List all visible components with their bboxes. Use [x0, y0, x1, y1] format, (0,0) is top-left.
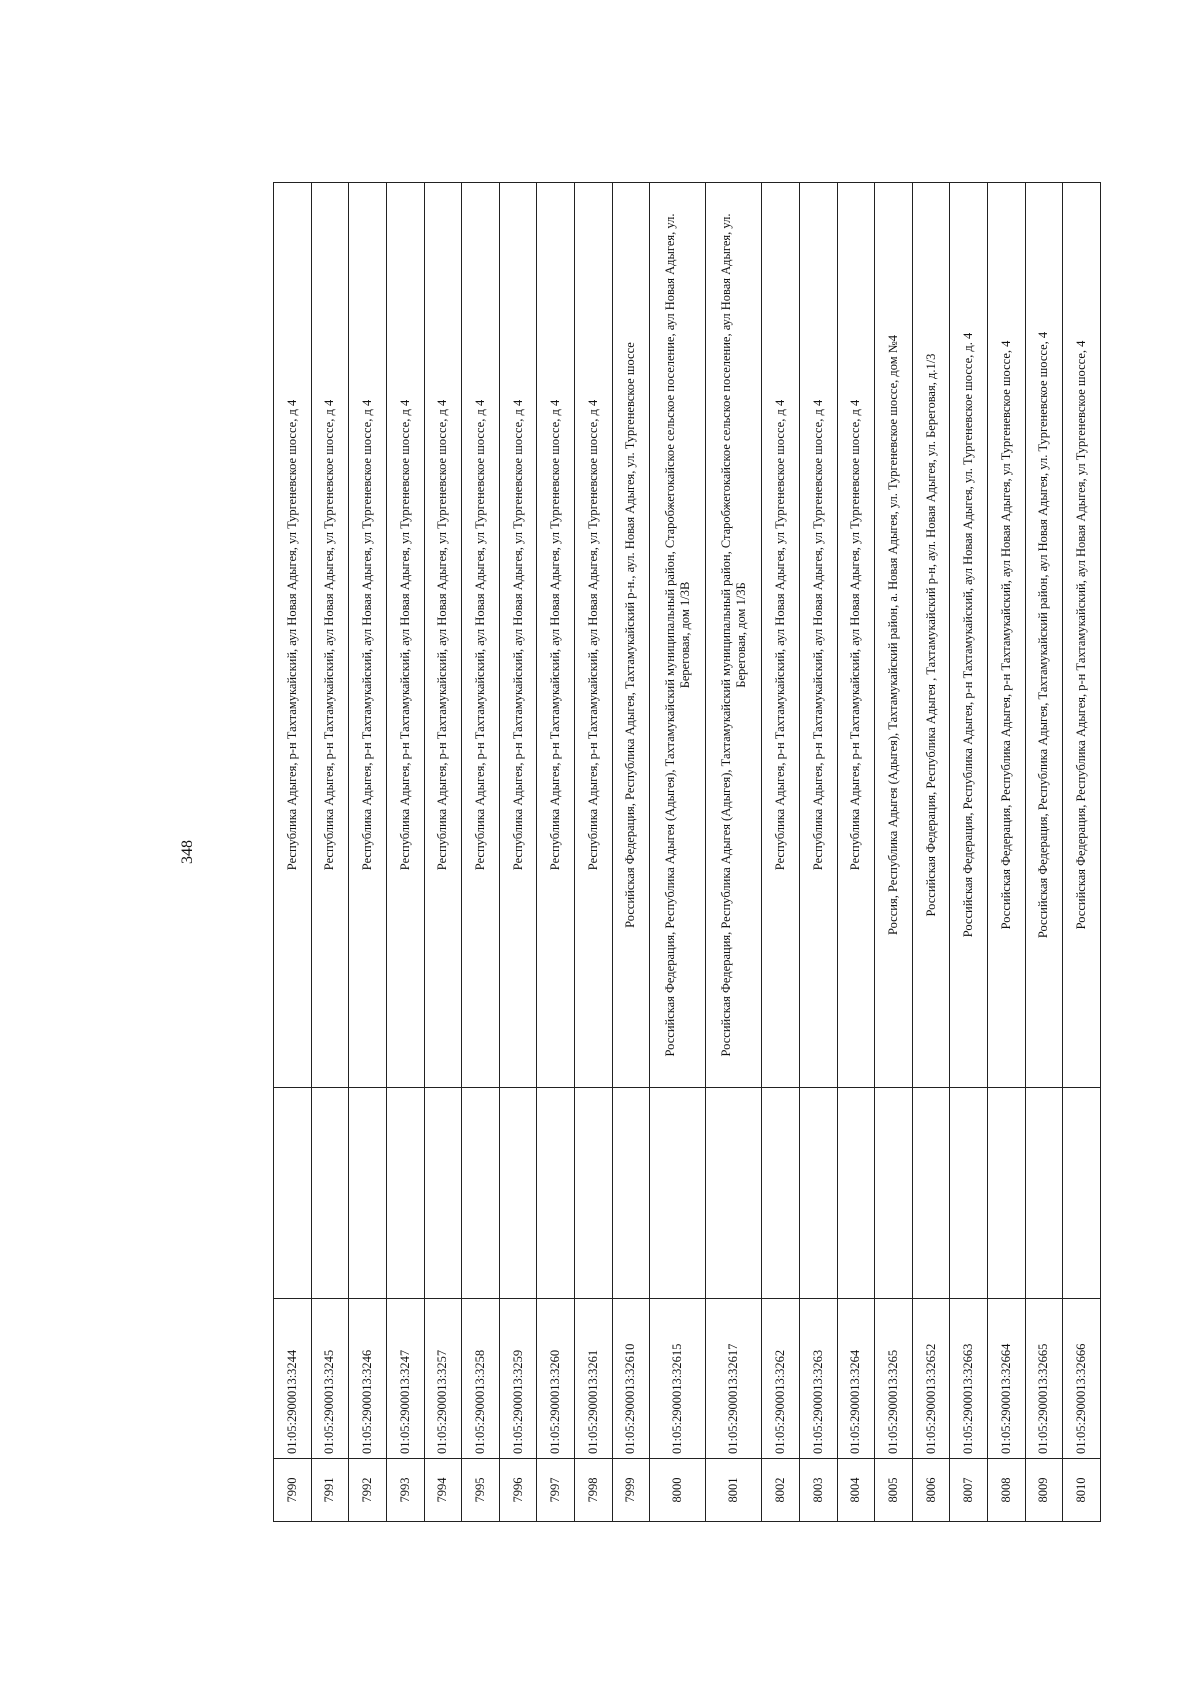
table-row — [499, 183, 537, 1522]
row-number: 7992 — [349, 1459, 387, 1522]
cadastral-number: 01:05:2900013:32617 — [706, 1299, 762, 1459]
empty-cell — [762, 1088, 800, 1299]
row-number: 7995 — [462, 1459, 500, 1522]
empty-cell — [1025, 1088, 1063, 1299]
address: Республика Адыгея, р-н Тахтамукайский, аул Новая Адыгея, ул Тургеневское шоссе, д 4 — [386, 183, 424, 1088]
row-number: 7990 — [274, 1459, 312, 1522]
cadastral-number: 01:05:2900013:3245 — [311, 1299, 349, 1459]
table-row — [349, 183, 387, 1522]
address: Российская Федерация, Республика Адыгея, р-н Тахтамукайский, аул Новая Адыгея, ул. Тургеневское шоссе, д. 4 — [950, 183, 988, 1088]
empty-cell — [612, 1088, 650, 1299]
cadastral-number: 01:05:2900013:3246 — [349, 1299, 387, 1459]
empty-cell — [537, 1088, 575, 1299]
cadastral-number: 01:05:2900013:3259 — [499, 1299, 537, 1459]
cadastral-number: 01:05:2900013:3247 — [386, 1299, 424, 1459]
address: Республика Адыгея, р-н Тахтамукайский, аул Новая Адыгея, ул Тургеневское шоссе, д 4 — [537, 183, 575, 1088]
records-table — [273, 182, 1101, 1522]
address: Республика Адыгея, р-н Тахтамукайский, аул Новая Адыгея, ул Тургеневское шоссе, д 4 — [311, 183, 349, 1088]
cadastral-number: 01:05:2900013:3262 — [762, 1299, 800, 1459]
empty-cell — [575, 1088, 613, 1299]
table-row — [386, 183, 424, 1522]
row-number: 8003 — [799, 1459, 837, 1522]
cadastral-number: 01:05:2900013:3260 — [537, 1299, 575, 1459]
empty-cell — [274, 1088, 312, 1299]
empty-cell — [950, 1088, 988, 1299]
cadastral-number: 01:05:2900013:32664 — [988, 1299, 1026, 1459]
row-number: 8002 — [762, 1459, 800, 1522]
table-row — [706, 183, 762, 1522]
address: Российская Федерация, Республика Адыгея (Адыгея), Тахтамукайский муниципальный район, Старобжегокайское сельское поселение, аул Новая Адыгея, ул. Береговая, дом 1/3В — [650, 183, 706, 1088]
row-number: 7998 — [575, 1459, 613, 1522]
row-number: 7997 — [537, 1459, 575, 1522]
address: Республика Адыгея, р-н Тахтамукайский, аул Новая Адыгея, ул Тургеневское шоссе, д 4 — [349, 183, 387, 1088]
table-row — [274, 183, 312, 1522]
address: Республика Адыгея, р-н Тахтамукайский, аул Новая Адыгея, ул Тургеневское шоссе, д 4 — [799, 183, 837, 1088]
table-row — [1063, 183, 1101, 1522]
row-number: 8005 — [875, 1459, 913, 1522]
empty-cell — [349, 1088, 387, 1299]
row-number: 8000 — [650, 1459, 706, 1522]
empty-cell — [424, 1088, 462, 1299]
cadastral-number: 01:05:2900013:3257 — [424, 1299, 462, 1459]
cadastral-number: 01:05:2900013:3264 — [837, 1299, 875, 1459]
row-number: 7994 — [424, 1459, 462, 1522]
table-row — [912, 183, 950, 1522]
empty-cell — [706, 1088, 762, 1299]
rotated-page — [173, 182, 1101, 1522]
empty-cell — [799, 1088, 837, 1299]
row-number: 7999 — [612, 1459, 650, 1522]
table-row — [1025, 183, 1063, 1522]
row-number: 7996 — [499, 1459, 537, 1522]
cadastral-number: 01:05:2900013:3258 — [462, 1299, 500, 1459]
empty-cell — [386, 1088, 424, 1299]
empty-cell — [499, 1088, 537, 1299]
empty-cell — [875, 1088, 913, 1299]
address: Республика Адыгея, р-н Тахтамукайский, аул Новая Адыгея, ул Тургеневское шоссе, д 4 — [575, 183, 613, 1088]
table-row — [462, 183, 500, 1522]
row-number: 8008 — [988, 1459, 1026, 1522]
row-number: 8009 — [1025, 1459, 1063, 1522]
row-number: 8006 — [912, 1459, 950, 1522]
address: Российская Федерация, Республика Адыгея, Тахтамукайский район, аул Новая Адыгея, ул. Тургеневское шоссе, 4 — [1025, 183, 1063, 1088]
page-number: 348 — [179, 840, 196, 864]
address: Республика Адыгея, р-н Тахтамукайский, аул Новая Адыгея, ул Тургеневское шоссе, д 4 — [424, 183, 462, 1088]
cadastral-number: 01:05:2900013:32666 — [1063, 1299, 1101, 1459]
row-number: 8004 — [837, 1459, 875, 1522]
empty-cell — [837, 1088, 875, 1299]
address: Россия, Республика Адыгея (Адыгея), Тахтамукайский район, а. Новая Адыгея, ул. Тургеневское шоссе, дом №4 — [875, 183, 913, 1088]
row-number: 8010 — [1063, 1459, 1101, 1522]
address: Республика Адыгея, р-н Тахтамукайский, аул Новая Адыгея, ул Тургеневское шоссе, д 4 — [762, 183, 800, 1088]
empty-cell — [650, 1088, 706, 1299]
empty-cell — [912, 1088, 950, 1299]
address: Российская Федерация, Республика Адыгея (Адыгея), Тахтамукайский муниципальный район, Старобжегокайское сельское поселение, аул Новая Адыгея, ул. Береговая, дом 1/3Б — [706, 183, 762, 1088]
address: Республика Адыгея, р-н Тахтамукайский, аул Новая Адыгея, ул Тургеневское шоссе, д 4 — [274, 183, 312, 1088]
table-row — [311, 183, 349, 1522]
table-row — [424, 183, 462, 1522]
cadastral-number: 01:05:2900013:32665 — [1025, 1299, 1063, 1459]
table-row — [762, 183, 800, 1522]
cadastral-number: 01:05:2900013:32610 — [612, 1299, 650, 1459]
table-row — [875, 183, 913, 1522]
row-number: 8007 — [950, 1459, 988, 1522]
row-number: 7991 — [311, 1459, 349, 1522]
table-row — [799, 183, 837, 1522]
table-body — [274, 183, 1101, 1522]
empty-cell — [1063, 1088, 1101, 1299]
cadastral-number: 01:05:2900013:3265 — [875, 1299, 913, 1459]
cadastral-number: 01:05:2900013:3244 — [274, 1299, 312, 1459]
row-number: 7993 — [386, 1459, 424, 1522]
cadastral-number: 01:05:2900013:3263 — [799, 1299, 837, 1459]
address: Республика Адыгея, р-н Тахтамукайский, аул Новая Адыгея, ул Тургеневское шоссе, д 4 — [462, 183, 500, 1088]
address: Республика Адыгея, р-н Тахтамукайский, аул Новая Адыгея, ул Тургеневское шоссе, д 4 — [837, 183, 875, 1088]
table-row — [650, 183, 706, 1522]
cadastral-number: 01:05:2900013:32652 — [912, 1299, 950, 1459]
cadastral-number: 01:05:2900013:32663 — [950, 1299, 988, 1459]
table-row — [950, 183, 988, 1522]
table-row — [537, 183, 575, 1522]
empty-cell — [988, 1088, 1026, 1299]
table-row — [988, 183, 1026, 1522]
table-row — [612, 183, 650, 1522]
cadastral-number: 01:05:2900013:32615 — [650, 1299, 706, 1459]
address: Российская Федерация, Республика Адыгея, р-н Тахтамукайский, аул Новая Адыгея, ул Тургеневское шоссе, 4 — [988, 183, 1026, 1088]
address: Российская Федерация, Республика Адыгея, Тахтамукайский р-н., аул. Новая Адыгея, ул. Тургеневское шоссе — [612, 183, 650, 1088]
empty-cell — [311, 1088, 349, 1299]
table-row — [575, 183, 613, 1522]
cadastral-number: 01:05:2900013:3261 — [575, 1299, 613, 1459]
address: Российская Федерация, Республика Адыгея, р-н Тахтамукайский, аул Новая Адыгея, ул Тургеневское шоссе, 4 — [1063, 183, 1101, 1088]
table-row — [837, 183, 875, 1522]
address: Республика Адыгея, р-н Тахтамукайский, аул Новая Адыгея, ул Тургеневское шоссе, д 4 — [499, 183, 537, 1088]
row-number: 8001 — [706, 1459, 762, 1522]
address: Российская Федерация, Республика Адыгея , Тахтамукайский р-н, аул. Новая Адыгея, ул. Береговая, д.1/3 — [912, 183, 950, 1088]
empty-cell — [462, 1088, 500, 1299]
